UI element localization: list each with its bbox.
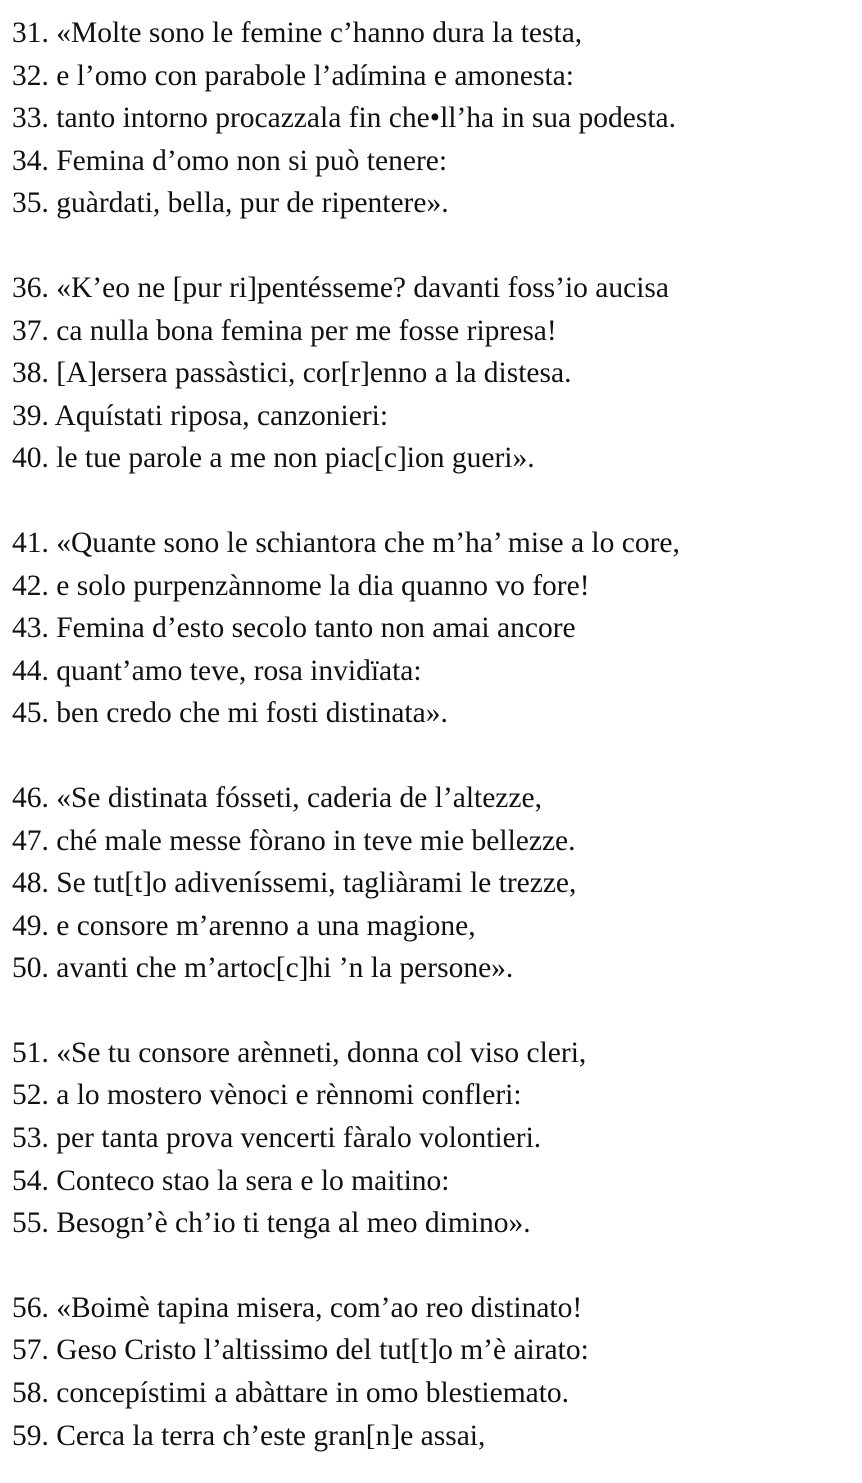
verse-line-59: 59. Cerca la terra ch’este gran[n]e assai, <box>12 1419 486 1452</box>
verse-line-53: 53. per tanta prova vencerti fàralo volontieri. <box>12 1122 542 1155</box>
stanza-4 <box>12 777 858 990</box>
verse-line-50: 50. avanti che m’artoc[c]hi ’n la persone». <box>12 952 514 985</box>
verse-line-54: 54. Conteco stao la sera e lo maitino: <box>12 1164 450 1197</box>
stanza-6 <box>12 1287 858 1457</box>
verse-line-57: 57. Geso Cristo l’altissimo del tut[t]o m’è airato: <box>12 1334 589 1367</box>
verse-line-47: 47. ché male messe fòrano in teve mie bellezze. <box>12 824 576 857</box>
verse-line-41: 41. «Quante sono le schiantora che m’ha’ mise a lo core, <box>12 526 680 559</box>
verse-line-37: 37. ca nulla bona femina per me fosse ripresa! <box>12 314 557 347</box>
verse-line-42: 42. e solo purpenzànnome la dia quanno vo fore! <box>12 569 590 602</box>
verse-line-39: 39. Aquístati riposa, canzonieri: <box>12 399 389 432</box>
verse-line-40: 40. le tue parole a me non piac[c]ion gueri». <box>12 442 535 475</box>
verse-line-38: 38. [A]ersera passàstici, cor[r]enno a la distesa. <box>12 357 572 390</box>
verse-line-32: 32. e l’omo con parabole l’adímina e amonesta: <box>12 59 574 92</box>
verse-line-46: 46. «Se distinata fósseti, caderia de l’altezze, <box>12 781 542 814</box>
verse-line-43: 43. Femina d’esto secolo tanto non amai ancore <box>12 612 576 645</box>
verse-line-48: 48. Se tut[t]o adiveníssemi, tagliàrami le trezze, <box>12 867 577 900</box>
verse-line-31: 31. «Molte sono le femine c’hanno dura la testa, <box>12 17 583 49</box>
verse-line-34: 34. Femina d’omo non si può tenere: <box>12 144 448 177</box>
verse-line-58: 58. concepístimi a abàttare in omo blestiemato. <box>12 1377 570 1410</box>
verse-line-51: 51. «Se tu consore arènneti, donna col viso cleri, <box>12 1036 587 1069</box>
verse-line-44: 44. quant’amo teve, rosa invidïata: <box>12 654 422 687</box>
verse-line-33: 33. tanto intorno procazzala fin che•ll’ha in sua podesta. <box>12 102 677 135</box>
verse-line-35: 35. guàrdati, bella, pur de ripentere». <box>12 187 449 220</box>
verse-line-49: 49. e consore m’arenno a una magione, <box>12 909 476 942</box>
verse-line-36: 36. «K’eo ne [pur ri]pentésseme? davanti foss’io aucisa <box>12 271 669 304</box>
stanza-5 <box>12 1032 858 1245</box>
stanza-3 <box>12 522 858 735</box>
verse-line-45: 45. ben credo che mi fosti distinata». <box>12 697 448 730</box>
verse-line-56: 56. «Boimè tapina misera, com’ao reo distinato! <box>12 1291 583 1324</box>
verse-line-52: 52. a lo mostero vènoci e rènnomi confleri: <box>12 1079 522 1112</box>
poem-text <box>12 12 858 1457</box>
stanza-2 <box>12 267 858 480</box>
verse-line-55: 55. Besogn’è ch’io ti tenga al meo dimino». <box>12 1207 531 1240</box>
stanza-1 <box>12 12 858 225</box>
